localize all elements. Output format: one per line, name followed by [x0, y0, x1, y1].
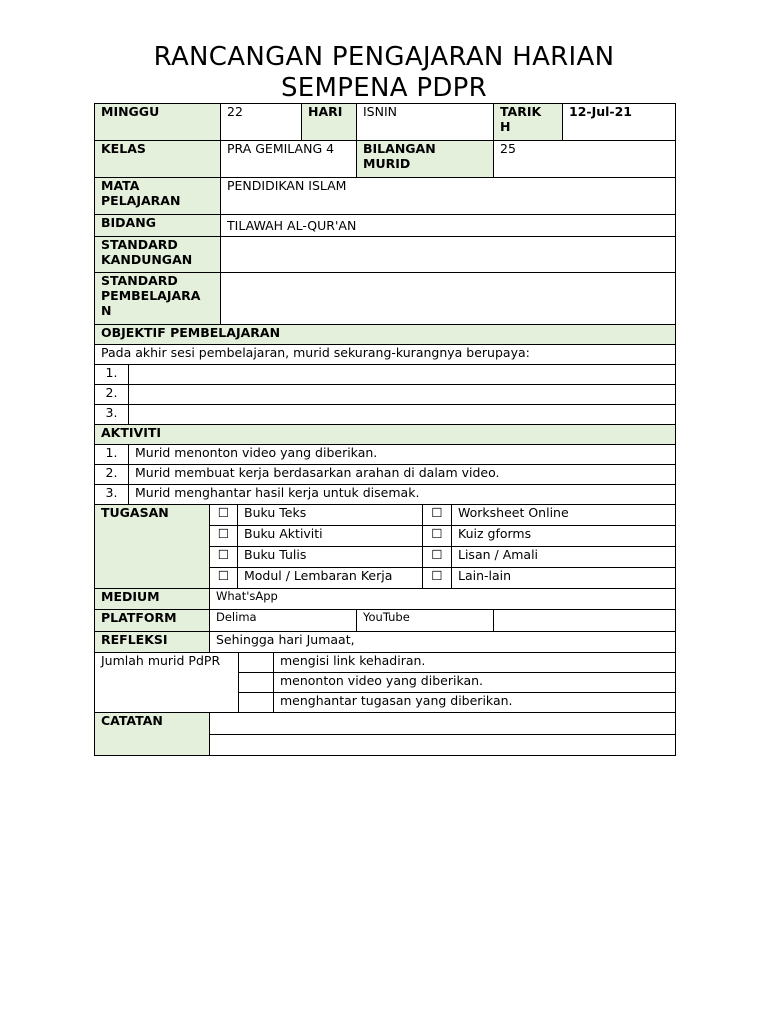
jumlah-count	[239, 653, 274, 673]
checkbox[interactable]: ☐	[423, 526, 452, 547]
bilangan-value: 25	[494, 141, 676, 178]
standard-pembelajaran-label: STANDARD PEMBELAJARA N	[95, 273, 221, 325]
jumlah-table	[94, 652, 676, 713]
refleksi-label: REFLEKSI	[95, 632, 210, 653]
kelas-label: KELAS	[95, 141, 221, 178]
objektif-text	[129, 385, 676, 405]
mata-pelajaran-label: MATA PELAJARAN	[95, 178, 221, 215]
objektif-heading: OBJEKTIF PEMBELAJARAN	[95, 325, 676, 345]
bidang-value: TILAWAH AL-QUR'AN	[221, 215, 676, 237]
aktiviti-heading: AKTIVITI	[95, 425, 676, 445]
bilangan-label: BILANGAN MURID	[357, 141, 494, 178]
refleksi-value: Sehingga hari Jumaat,	[210, 632, 676, 653]
objektif-text	[129, 405, 676, 425]
hari-label: HARI	[302, 104, 357, 141]
jumlah-text: menghantar tugasan yang diberikan.	[274, 693, 676, 713]
jumlah-text: mengisi link kehadiran.	[274, 653, 676, 673]
bidang-label: BIDANG	[95, 215, 221, 237]
tugasan-option: Kuiz gforms	[452, 526, 676, 547]
title-line-2: SEMPENA PDPR	[280, 73, 487, 103]
minggu-label: MINGGU	[95, 104, 221, 141]
objektif-num: 3.	[95, 405, 129, 425]
objektif-aktiviti-table	[94, 324, 676, 505]
catatan-line	[210, 735, 676, 756]
medium-platform-table	[94, 588, 676, 653]
catatan-line	[210, 713, 676, 735]
catatan-table	[94, 712, 676, 756]
checkbox[interactable]: ☐	[210, 526, 238, 547]
tugasan-option: Buku Teks	[238, 505, 423, 526]
objektif-num: 1.	[95, 365, 129, 385]
tarikh-value: 12-Jul-21	[563, 104, 676, 141]
objektif-num: 2.	[95, 385, 129, 405]
minggu-value: 22	[221, 104, 302, 141]
tugasan-table	[94, 504, 676, 589]
jumlah-count	[239, 673, 274, 693]
checkbox[interactable]: ☐	[210, 568, 238, 589]
standard-pembelajaran-value	[221, 273, 676, 325]
medium-label: MEDIUM	[95, 589, 210, 610]
mata-pelajaran-value: PENDIDIKAN ISLAM	[221, 178, 676, 215]
platform-label: PLATFORM	[95, 610, 210, 632]
aktiviti-text: Murid menonton video yang diberikan.	[129, 445, 676, 465]
aktiviti-text: Murid membuat kerja berdasarkan arahan di dalam video.	[129, 465, 676, 485]
aktiviti-num: 3.	[95, 485, 129, 505]
tugasan-option: Lain-lain	[452, 568, 676, 589]
jumlah-text: menonton video yang diberikan.	[274, 673, 676, 693]
standard-kandungan-label: STANDARD KANDUNGAN	[95, 237, 221, 273]
tugasan-option: Modul / Lembaran Kerja	[238, 568, 423, 589]
title-line-1: RANCANGAN PENGAJARAN HARIAN	[153, 42, 615, 72]
tugasan-option: Buku Tulis	[238, 547, 423, 568]
aktiviti-num: 1.	[95, 445, 129, 465]
jumlah-label: Jumlah murid PdPR	[95, 653, 239, 713]
platform-value	[494, 610, 676, 632]
page-title	[94, 42, 674, 104]
tugasan-label: TUGASAN	[95, 505, 210, 589]
hari-value: ISNIN	[357, 104, 494, 141]
objektif-text	[129, 365, 676, 385]
checkbox[interactable]: ☐	[423, 505, 452, 526]
tugasan-option: Buku Aktiviti	[238, 526, 423, 547]
aktiviti-text: Murid menghantar hasil kerja untuk disemak.	[129, 485, 676, 505]
checkbox[interactable]: ☐	[210, 505, 238, 526]
platform-value: YouTube	[357, 610, 494, 632]
tugasan-option: Lisan / Amali	[452, 547, 676, 568]
jumlah-count	[239, 693, 274, 713]
medium-value: What'sApp	[210, 589, 676, 610]
standard-kandungan-value	[221, 237, 676, 273]
header-table	[94, 103, 676, 325]
catatan-label: CATATAN	[95, 713, 210, 756]
tarikh-label: TARIK H	[494, 104, 563, 141]
aktiviti-num: 2.	[95, 465, 129, 485]
checkbox[interactable]: ☐	[210, 547, 238, 568]
objektif-intro: Pada akhir sesi pembelajaran, murid sekurang-kurangnya berupaya:	[95, 345, 676, 365]
checkbox[interactable]: ☐	[423, 568, 452, 589]
kelas-value: PRA GEMILANG 4	[221, 141, 357, 178]
platform-value: Delima	[210, 610, 357, 632]
tugasan-option: Worksheet Online	[452, 505, 676, 526]
checkbox[interactable]: ☐	[423, 547, 452, 568]
